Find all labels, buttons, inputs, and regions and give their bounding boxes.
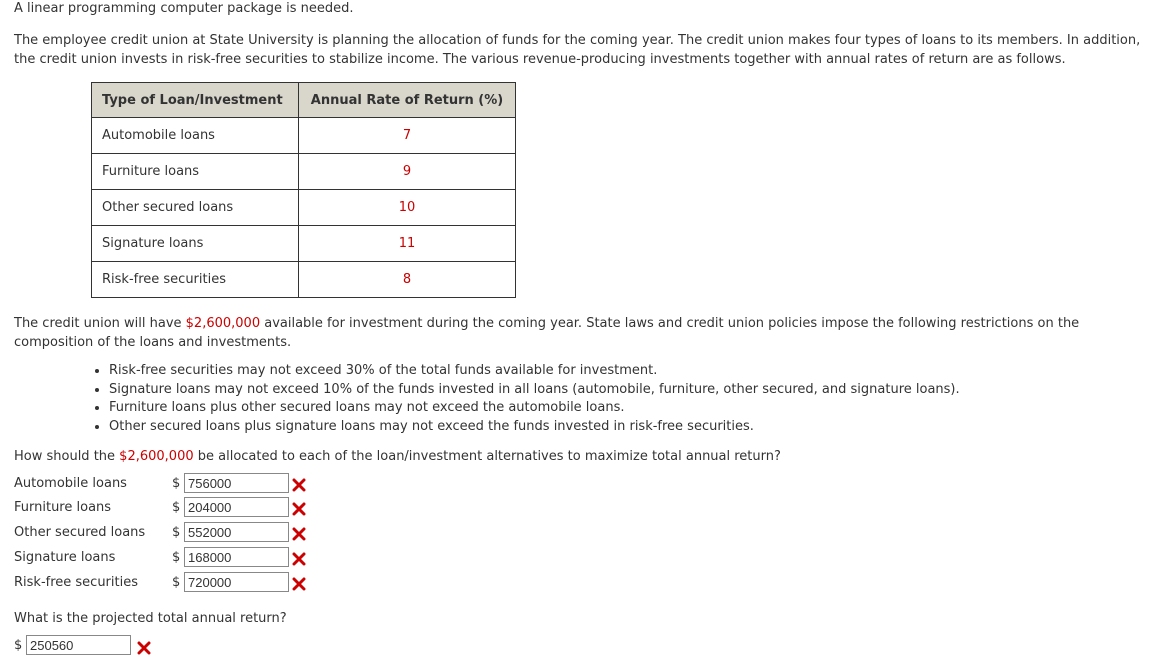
table-row	[92, 262, 516, 298]
list-item: • Furniture loans plus other secured loans may not exceed the automobile loans.	[109, 399, 960, 418]
answer-label: Risk-free securities	[14, 575, 138, 590]
funds-amount: $2,600,000	[185, 316, 261, 331]
furniture-loans-input[interactable]	[184, 497, 289, 517]
intro-text: A linear programming computer package is needed.	[14, 1, 354, 16]
cell-type: Automobile loans	[92, 118, 299, 154]
answer-label: Automobile loans	[14, 476, 127, 491]
question-amount: $2,600,000	[119, 449, 194, 464]
total-return-question: What is the projected total annual return?	[14, 611, 287, 626]
restrictions-list	[91, 362, 960, 436]
question-post: be allocated to each of the loan/investment alternatives to maximize total annual return?	[193, 449, 781, 464]
x-mark-icon	[137, 641, 151, 655]
x-mark-icon	[292, 552, 306, 566]
total-return-row	[14, 635, 214, 657]
cell-rate: 8	[299, 262, 516, 298]
list-item: • Other secured loans plus signature loans may not exceed the funds invested in risk-free securities.	[109, 418, 960, 437]
cell-rate: 7	[299, 118, 516, 154]
funds-pre: The credit union will have	[14, 316, 186, 331]
funds-post: available for investment during the coming year. State laws and credit union policies impose the following restrictions on the	[260, 316, 1080, 331]
question-pre: How should the	[14, 449, 120, 464]
table-row	[92, 226, 516, 262]
table-row	[92, 154, 516, 190]
header-type: Type of Loan/Investment	[92, 83, 299, 118]
signature-loans-input[interactable]	[184, 547, 289, 567]
currency-symbol: $	[172, 575, 181, 590]
description-line-1: The employee credit union at State University is planning the allocation of funds for the coming year. The credit union makes four types of loans to its members. In addition,	[14, 33, 1141, 48]
allocation-question	[14, 449, 781, 464]
answer-label: Other secured loans	[14, 525, 146, 540]
description-line-2: the credit union invests in risk-free securities to stabilize income. The various revenue-producing investments together with annual rates of return are as follows.	[14, 52, 1066, 67]
table-header-row	[92, 83, 516, 118]
currency-symbol: $	[172, 550, 181, 565]
cell-rate: 9	[299, 154, 516, 190]
cell-type: Signature loans	[92, 226, 299, 262]
x-mark-icon	[292, 527, 306, 541]
table-row	[92, 118, 516, 154]
funds-paragraph	[14, 314, 1079, 352]
total-return-input[interactable]	[26, 635, 131, 655]
table-row	[92, 190, 516, 226]
header-rate: Annual Rate of Return (%)	[299, 83, 516, 118]
currency-symbol: $	[172, 476, 181, 491]
answer-label: Signature loans	[14, 550, 116, 565]
cell-type: Furniture loans	[92, 154, 299, 190]
x-mark-icon	[292, 502, 306, 516]
cell-rate: 10	[299, 190, 516, 226]
answer-label: Furniture loans	[14, 500, 112, 515]
currency-symbol: $	[172, 525, 181, 540]
risk-free-securities-input[interactable]	[184, 572, 289, 592]
cell-type: Other secured loans	[92, 190, 299, 226]
funds-line-2: composition of the loans and investments.	[14, 335, 292, 350]
x-mark-icon	[292, 478, 306, 492]
description	[14, 31, 1140, 69]
x-mark-icon	[292, 577, 306, 591]
currency-symbol: $	[14, 638, 23, 653]
rates-table	[91, 82, 516, 298]
other-secured-loans-input[interactable]	[184, 522, 289, 542]
list-item: • Risk-free securities may not exceed 30% of the total funds available for investment.	[109, 362, 960, 381]
automobile-loans-input[interactable]	[184, 473, 289, 493]
cell-rate: 11	[299, 226, 516, 262]
cell-type: Risk-free securities	[92, 262, 299, 298]
currency-symbol: $	[172, 500, 181, 515]
list-item: • Signature loans may not exceed 10% of the funds invested in all loans (automobile, furniture, other secured, and signature loans).	[109, 381, 960, 400]
